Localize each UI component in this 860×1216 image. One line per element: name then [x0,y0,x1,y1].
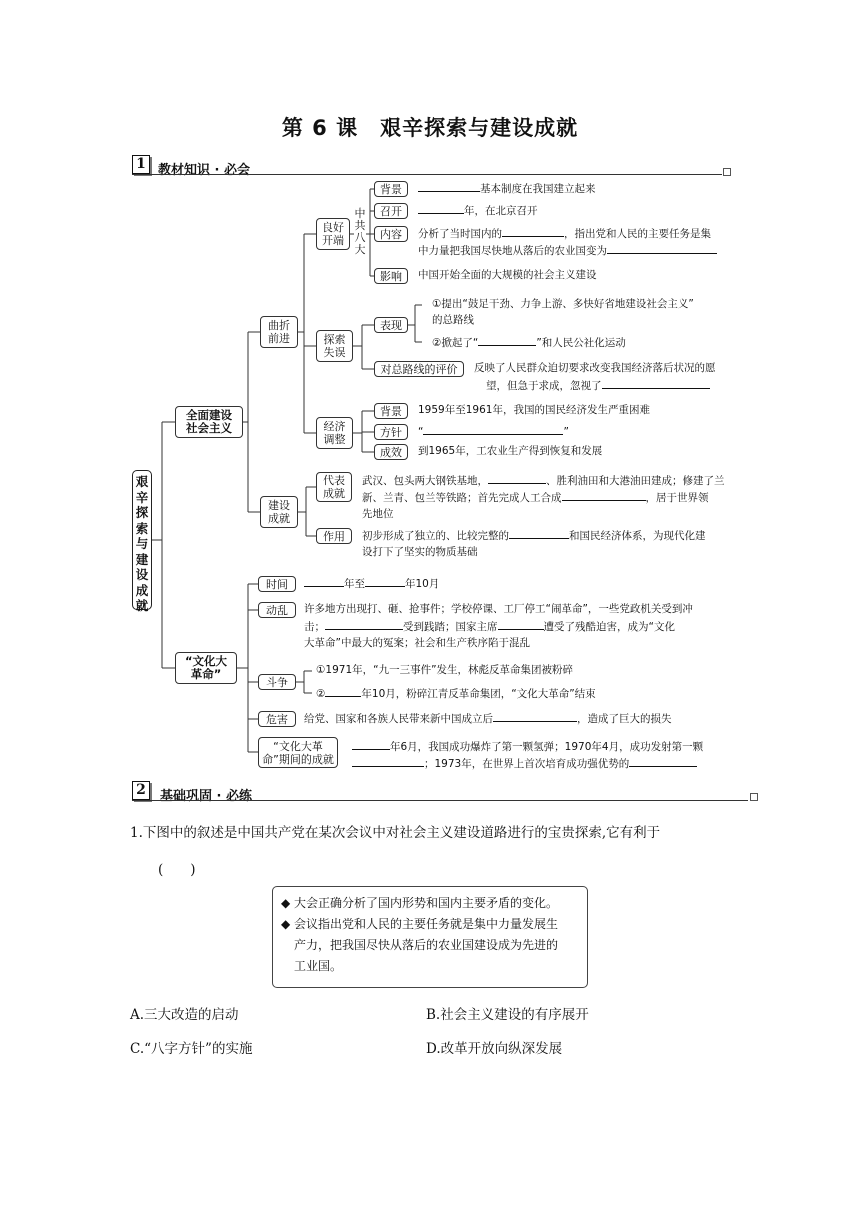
leaf-neirong: 内容 [374,226,408,242]
text-dongluan-3: 大革命”中最大的冤案；社会和生产秩序陷于混乱 [304,637,530,649]
text-neirong-2: 中力量把我国尽快地从落后的农业国变为 [418,242,717,260]
node-label: 曲折前进 [268,319,290,345]
text-qijian-2: ；1973年，在世界上首次培育成功强优势的 [352,755,697,773]
leaf-douzheng: 斗争 [258,674,296,690]
node-label: 探索失误 [323,333,346,359]
leaf-dongluan: 动乱 [258,602,296,618]
node-label: 代表成就 [323,474,345,500]
question-1-stem: 1.下图中的叙述是中国共产党在某次会议中对社会主义建设道路进行的宝贵探索,它有利于 [130,825,661,841]
text-shijian: 年至 年10月 [304,575,439,593]
text-biaoxian-2: ②掀起了“ ”和人民公社化运动 [432,334,626,352]
root-node [132,470,152,613]
section-square [750,793,758,801]
text-neirong: 分析了当时国内的 ，指出党和人民的主要任务是集 [418,225,711,243]
node-label: 经济调整 [323,420,346,446]
node-lianghao [316,218,350,250]
text-qijian-1: 年6月，我国成功爆炸了第一颗氢弹；1970年4月，成功发射第一颗 [352,738,703,756]
section-number: 2 [132,781,150,800]
text-chengxiao: 到1965年，工农业生产得到恢复和发展 [418,445,603,457]
leaf-fangzhen: 方针 [374,424,408,440]
figure-line: 产力，把我国尽快从落后的农业国建设成为先进的 [294,938,559,952]
leaf-weihai: 危害 [258,711,296,727]
node-zhonggong: 中共八大 [354,207,366,256]
branch-label: “文化大革命” [184,654,228,681]
text-zhaokai: 年，在北京召开 [418,202,538,220]
leaf-biaoxian: 表现 [374,317,408,333]
text-daibiao-2: 新、兰青、包兰等铁路；首先完成人工合成 ，居于世界领 [362,489,709,507]
node-label: 良好开端 [322,221,344,247]
text-dongluan-2: 击； 受到践踏；国家主席 遭受了残酷迫害，成为“文化 [304,618,675,636]
text-fangzhen: “ ” [418,423,569,441]
option-a[interactable]: A.三大改造的启动 [130,1007,239,1023]
text-biaoxian-1: ①提出“鼓足干劲、力争上游、多快好省地建设社会主义” [432,298,694,310]
section-rule [132,800,748,801]
question-figure [272,886,588,988]
option-c[interactable]: C.“八字方针”的实施 [130,1041,253,1057]
leaf-pingjia: 对总路线的评价 [374,361,464,377]
text-douzheng-2: ② 年10月，粉碎江青反革命集团，“文化大革命”结束 [316,685,596,703]
text-daibiao-1: 武汉、包头两大钢铁基地， 、胜利油田和大港油田建成；修建了兰 [362,472,725,490]
leaf-daibiao [316,472,352,502]
figure-line: 工业国。 [294,959,343,973]
text-yingxiang: 中国开始全面的大规模的社会主义建设 [418,269,597,281]
text-weihai: 给党、国家和各族人民带来新中国成立后 ，造成了巨大的损失 [304,710,672,728]
leaf-yingxiang: 影响 [374,268,408,284]
node-quzhe [260,316,298,348]
section-title: 教材知识 · 必会 [158,163,250,178]
option-d[interactable]: D.改革开放向纵深发展 [426,1041,563,1057]
text-pingjia-1: 反映了人民群众迫切要求改变我国经济落后状况的愿 [474,362,716,374]
leaf-zhaokai: 召开 [374,203,408,219]
text-beijing: 基本制度在我国建立起来 [418,180,596,198]
root-label: 艰辛探索与建设成就 [135,474,149,613]
node-jingji [316,417,353,449]
node-jianshe [260,496,298,528]
section-title: 基础巩固 · 必练 [160,789,252,804]
text-pingjia-2: 望，但急于求成，忽视了 [486,377,710,395]
branch-label: 全面建设社会主义 [186,408,232,435]
page-title: 第 6 课 艰辛探索与建设成就 [281,116,579,140]
text-biaoxian-1b: 的总路线 [432,314,474,326]
question-1-paren: ( ) [158,862,196,878]
leaf-beijing2: 背景 [374,403,408,419]
text-douzheng-1: ①1971年，“九一三事件”发生，林彪反革命集团被粉碎 [316,664,574,676]
option-b[interactable]: B.社会主义建设的有序展开 [426,1007,589,1023]
text-zuoyong-1: 初步形成了独立的、比较完整的 和国民经济体系，为现代化建 [362,527,706,545]
leaf-beijing: 背景 [374,181,408,197]
branch-cultural-revolution [175,652,237,684]
figure-line: ◆ 会议指出党和人民的主要任务就是集中力量发展生 [281,917,559,931]
leaf-chengxiao: 成效 [374,444,408,460]
text-beijing2: 1959年至1961年，我国的国民经济发生严重困难 [418,404,650,416]
branch-socialist-construction [175,406,243,438]
text-dongluan-1: 许多地方出现打、砸、抢事件；学校停课、工厂停工“闹革命”，一些党政机关受到冲 [304,603,693,615]
leaf-shijian: 时间 [258,576,296,592]
leaf-zuoyong: 作用 [316,528,352,544]
node-tansuo [316,330,353,362]
text-zuoyong-2: 设打下了坚实的物质基础 [362,546,478,558]
node-label: 建设成就 [268,499,290,525]
text-daibiao-3: 先地位 [362,508,394,520]
figure-line: ◆ 大会正确分析了国内形势和国内主要矛盾的变化。 [281,896,559,910]
node-label: “文化大革命”期间的成就 [262,739,334,766]
section-number: 1 [132,155,150,174]
leaf-qijian [258,737,338,768]
